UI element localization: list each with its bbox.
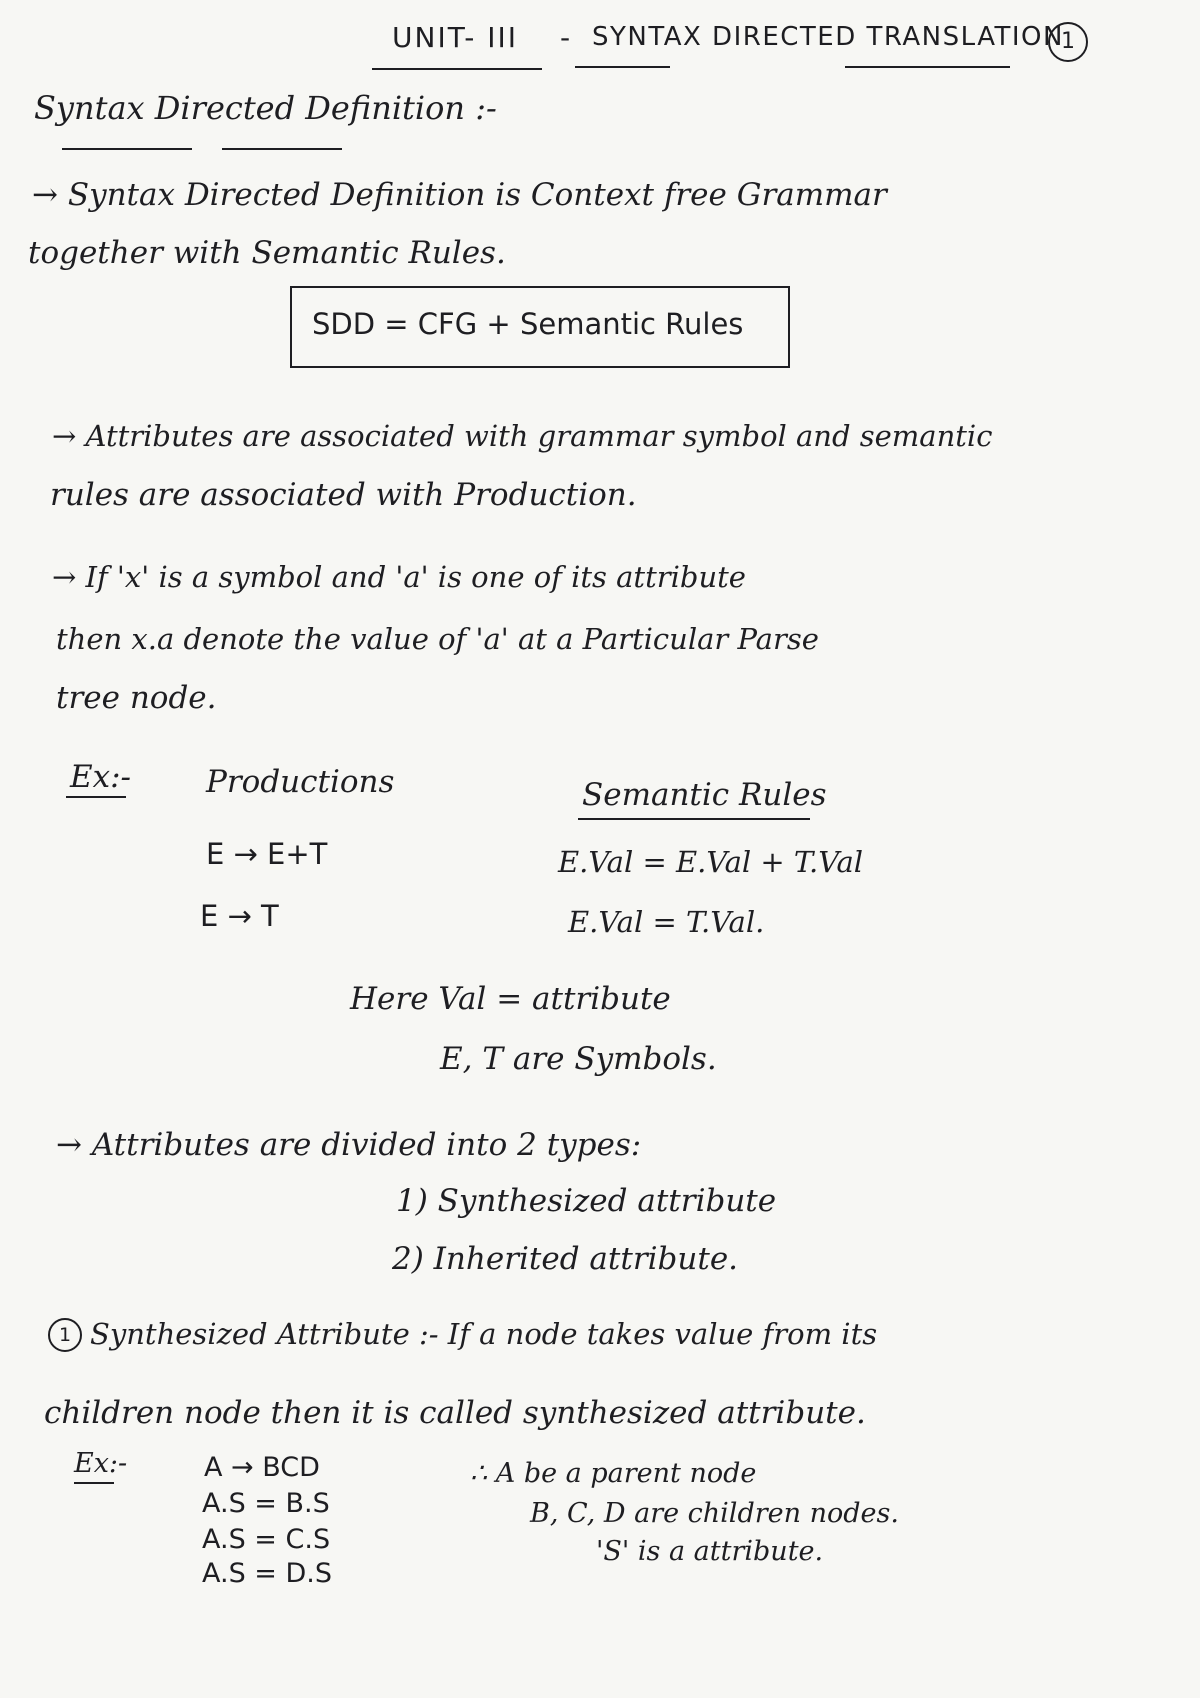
- rule-row-1: E.Val = E.Val + T.Val: [558, 845, 864, 879]
- p2-line2: rules are associated with Production.: [50, 477, 637, 513]
- production-row-1: E → E+T: [206, 837, 328, 871]
- semantic-rules-underline: [578, 818, 810, 820]
- p1-line1: → Syntax Directed Definition is Context free Grammar: [32, 177, 887, 213]
- example2-rule-1: A.S = B.S: [202, 1488, 330, 1519]
- rule-row-2: E.Val = T.Val.: [568, 905, 765, 939]
- heading-underline-2: [222, 148, 342, 150]
- unit-label: UNIT- III: [392, 21, 519, 54]
- p2-line1: → Attributes are associated with grammar symbol and semantic: [52, 419, 993, 453]
- section-number-badge: 1: [48, 1318, 82, 1352]
- topic-underline-1: [575, 66, 670, 68]
- example2-note-1: ∴ A be a parent node: [470, 1458, 757, 1489]
- p4-line1: → Attributes are divided into 2 types:: [56, 1127, 642, 1163]
- production-row-2: E → T: [200, 899, 279, 933]
- example2-note-2: B, C, D are children nodes.: [530, 1498, 899, 1529]
- topic-underline-2: [845, 66, 1010, 68]
- topic-title: SYNTAX DIRECTED TRANSLATION: [592, 22, 1064, 52]
- heading-underline-1: [62, 148, 192, 150]
- example2-rule-3: A.S = D.S: [202, 1558, 333, 1589]
- formula-text: SDD = CFG + Semantic Rules: [312, 307, 744, 341]
- synth-line1: Synthesized Attribute :- If a node takes value from its: [90, 1317, 878, 1351]
- example2-note-3: 'S' is a attribute.: [596, 1536, 824, 1567]
- p4-item1: 1) Synthesized attribute: [396, 1183, 777, 1219]
- example1-note-2: E, T are Symbols.: [440, 1041, 717, 1077]
- example1-label: Ex:-: [70, 759, 132, 795]
- p3-line2: then x.a denote the value of 'a' at a Particular Parse: [56, 622, 819, 656]
- unit-underline: [372, 68, 542, 70]
- example1-note-1: Here Val = attribute: [350, 981, 671, 1017]
- p4-item2: 2) Inherited attribute.: [392, 1241, 739, 1277]
- p1-line2: together with Semantic Rules.: [28, 235, 506, 271]
- example2-label: Ex:-: [74, 1448, 128, 1479]
- p3-line3: tree node.: [56, 680, 217, 716]
- example2-rule-2: A.S = C.S: [202, 1524, 331, 1555]
- synth-line2: children node then it is called synthesized attribute.: [44, 1395, 866, 1431]
- productions-header: Productions: [206, 764, 395, 800]
- section-heading: Syntax Directed Definition :-: [34, 89, 497, 127]
- header-dash: -: [560, 21, 573, 54]
- p3-line1: → If 'x' is a symbol and 'a' is one of its attribute: [52, 560, 746, 594]
- example1-label-underline: [66, 796, 126, 798]
- page-number-badge: 1: [1048, 22, 1088, 62]
- example2-production: A → BCD: [204, 1452, 320, 1483]
- example2-label-underline: [74, 1482, 114, 1484]
- semantic-rules-header: Semantic Rules: [582, 777, 827, 813]
